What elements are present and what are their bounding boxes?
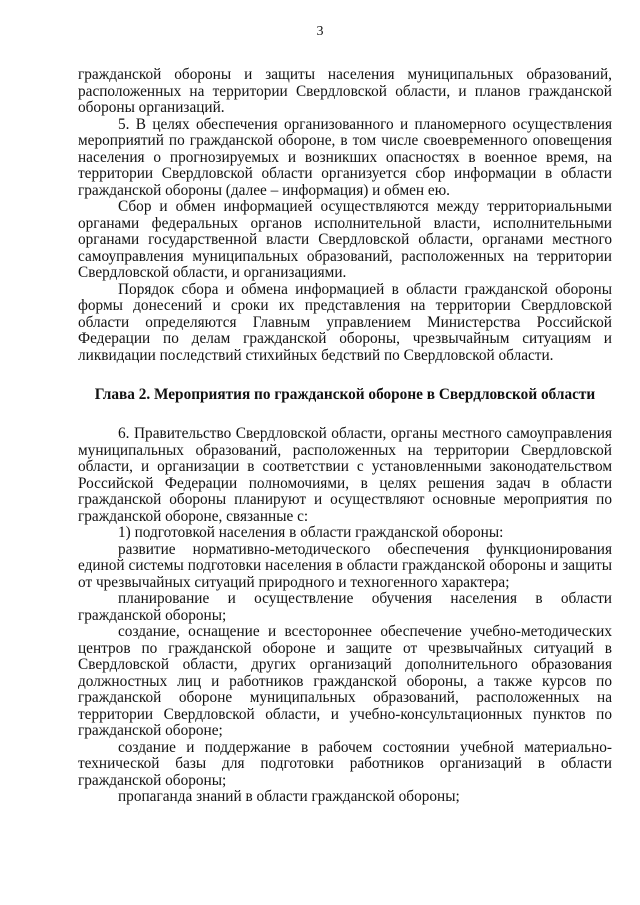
paragraph: гражданской обороны и защиты населения муниципальных образований, расположенных на территории Свердловской области, и планов гражданской обороны организаций. <box>78 66 612 116</box>
paragraph: 6. Правительство Свердловской области, органы местного самоуправления муниципальных образований, расположенных на территории Свердловской области, и организации в соответствии с установленными законодательством Российской Федерации полномочиями, в целях решения задач в области гражданской обороны планируют и осуществляют основные мероприятия по гражданской обороне, связанные с: <box>78 425 612 525</box>
paragraph: создание, оснащение и всестороннее обеспечение учебно-методических центров по гражданской обороне и защите от чрезвычайных ситуаций в Свердловской области, других организаций дополнительного образования должностных лиц и работников гражданской обороны, а также курсов по гражданской обороне муниципальных образований, расположенных на территории Свердловской области, и учебно-консультационных пунктов по гражданской обороне; <box>78 623 612 739</box>
chapter-heading: Глава 2. Мероприятия по гражданской обороне в Свердловской области <box>94 386 596 403</box>
paragraph: Сбор и обмен информацией осуществляются между территориальными органами федеральных органов исполнительной власти, исполнительными органами государственной власти Свердловской области, органами местного самоуправления муниципальных образований, расположенных на территории Свердловской области, и организациями. <box>78 198 612 281</box>
document-body <box>78 67 612 806</box>
paragraph: планирование и осуществление обучения населения в области гражданской обороны; <box>78 590 612 624</box>
list-item: 1) подготовкой населения в области гражданской обороны: <box>118 524 504 541</box>
paragraph: Порядок сбора и обмена информацией в области гражданской обороны формы донесений и сроки их представления на территории Свердловской области определяются Главным управлением Министерства Российской Федерации по делам гражданской обороны, чрезвычайным ситуациям и ликвидации последствий стихийных бедствий по Свердловской области. <box>78 280 612 364</box>
page-number: 3 <box>316 24 324 39</box>
paragraph: развитие нормативно-методического обеспечения функционирования единой системы подготовки населения в области гражданской обороны и защиты от чрезвычайных ситуаций природного и техногенного характера; <box>78 540 612 591</box>
paragraph: создание и поддержание в рабочем состоянии учебной материально-технической базы для подготовки работников организаций в области гражданской обороны; <box>78 738 612 789</box>
paragraph: пропаганда знаний в области гражданской обороны; <box>118 788 460 805</box>
paragraph: 5. В целях обеспечения организованного и планомерного осуществления мероприятий по гражданской обороне, в том числе своевременного оповещения населения о прогнозируемых и возникших опасностях в военное время, на территории Свердловской области организуется сбор информации в области гражданской обороны (далее – информация) и обмен ею. <box>78 115 612 199</box>
